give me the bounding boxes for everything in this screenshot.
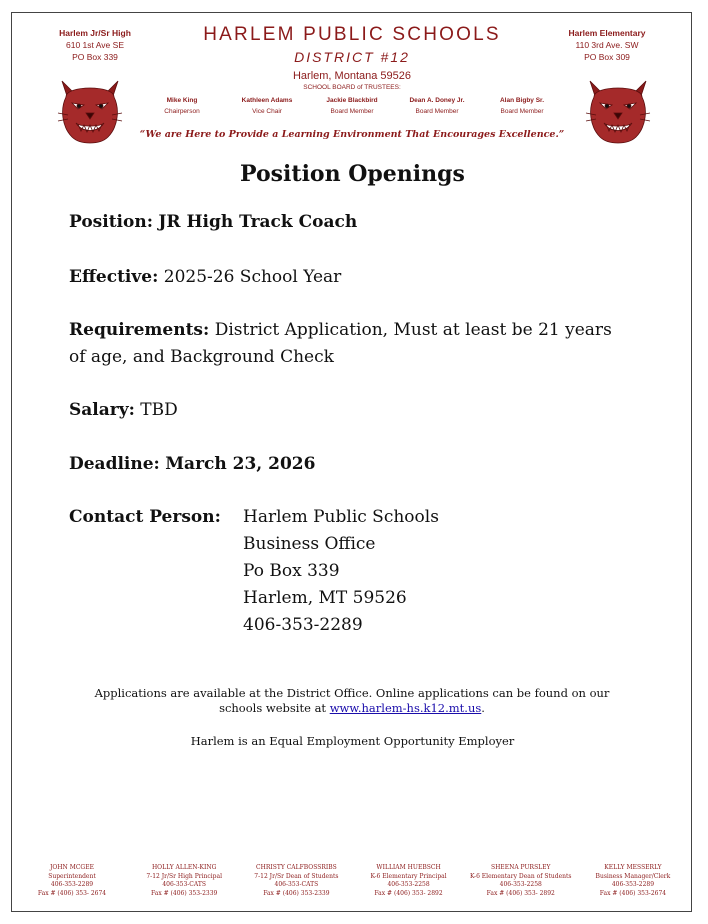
trustee-role: Vice Chair	[252, 108, 282, 115]
deadline-field	[69, 451, 659, 478]
trustee	[480, 97, 564, 115]
staff-title: 7-12 Jr/Sr Dean of Students	[254, 872, 339, 880]
staff-name: CHRISTY CALFBOSSRIBS	[256, 864, 337, 871]
staff-entry	[467, 864, 575, 898]
staff-phone: 406-353-CATS	[274, 881, 319, 888]
staff-name: HOLLY ALLEN-KING	[151, 864, 217, 871]
staff-fax: Fax # (406) 353-2674	[599, 889, 667, 897]
staff-footer	[18, 864, 687, 898]
district-city: Harlem, Montana 59526	[292, 70, 411, 82]
left-school-street: 610 1st Ave SE	[66, 40, 124, 50]
board-label: SCHOOL BOARD of TRUSTEES:	[303, 84, 401, 91]
trustee-name: Alan Bigby Sr.	[499, 97, 545, 104]
left-school-po-box: PO Box 339	[72, 52, 118, 62]
applications-note-prefix: schools website at	[219, 701, 327, 715]
deadline-value: March 23, 2026	[165, 454, 316, 474]
trustee-name: Kathleen Adams	[241, 97, 293, 104]
staff-phone: 406-353-2289	[50, 881, 94, 888]
staff-title: 7-12 Jr/Sr High Principal	[146, 872, 222, 880]
requirements-value-line1: District Application, Must at least be 21 years	[214, 320, 612, 340]
right-school-address	[532, 27, 682, 63]
staff-entry	[242, 864, 350, 898]
left-school-name: Harlem Jr/Sr High	[59, 28, 131, 38]
staff-fax: Fax # (406) 353- 2674	[37, 889, 107, 897]
trustee	[225, 97, 309, 115]
page-title: Position Openings	[240, 161, 465, 187]
wildcat-mascot-icon	[584, 75, 652, 147]
applications-note	[52, 686, 652, 716]
position-field	[69, 209, 659, 236]
staff-title: Business Manager/Clerk	[595, 872, 671, 880]
applications-note-line1: Applications are available at the District Office. Online applications can be found on our	[94, 686, 610, 700]
staff-fax: Fax # (406) 353-2339	[151, 889, 218, 897]
district-number: DISTRICT #12	[294, 49, 410, 65]
position-value: JR High Track Coach	[158, 212, 358, 232]
trustee-name: Dean A. Doney Jr.	[409, 97, 465, 104]
requirements-value-line2: of age, and Background Check	[69, 347, 334, 367]
requirements-field	[69, 317, 659, 371]
effective-value: 2025-26 School Year	[163, 267, 342, 287]
trustee-role: Board Member	[500, 108, 544, 115]
salary-label: Salary:	[69, 400, 135, 420]
staff-entry	[130, 864, 238, 898]
left-school-address	[20, 27, 170, 63]
staff-title: K-6 Elementary Dean of Students	[470, 872, 572, 880]
contact-phone: 406-353-2289	[243, 615, 363, 635]
effective-label: Effective:	[69, 267, 159, 287]
wildcat-mascot-icon	[56, 75, 124, 147]
staff-title: K-6 Elementary Principal	[370, 872, 447, 880]
staff-entry	[579, 864, 687, 898]
trustee-role: Chairperson	[164, 108, 200, 115]
district-motto: “We are Here to Provide a Learning Environment That Encourages Excellence.”	[139, 129, 565, 140]
salary-field	[69, 397, 659, 424]
staff-phone: 406-353-2289	[611, 881, 655, 888]
staff-name: KELLY MESSERLY	[604, 864, 662, 871]
staff-name: WILLIAM HUEBSCH	[376, 864, 441, 871]
staff-entry	[355, 864, 463, 898]
district-name: HARLEM PUBLIC SCHOOLS	[203, 24, 501, 45]
right-school-po-box: PO Box 309	[584, 52, 630, 62]
trustee	[140, 97, 224, 115]
staff-name: SHEENA PURSLEY	[490, 864, 551, 871]
contact-label: Contact Person:	[69, 507, 221, 527]
trustee	[395, 97, 479, 115]
staff-name: JOHN MCGEE	[49, 864, 94, 871]
staff-phone: 406-353-2258	[499, 881, 542, 888]
trustee-role: Board Member	[415, 108, 459, 115]
contact-line: Harlem Public Schools	[243, 507, 439, 527]
position-label: Position:	[69, 212, 153, 232]
contact-address	[243, 504, 439, 639]
right-school-name: Harlem Elementary	[568, 28, 646, 38]
staff-fax: Fax # (406) 353- 2892	[374, 889, 443, 897]
staff-phone: 406-353-2258	[387, 881, 430, 888]
contact-line: Harlem, MT 59526	[243, 588, 407, 608]
contact-line: Business Office	[243, 534, 376, 554]
trustee-name: Jackie Blackbird	[326, 97, 378, 104]
deadline-label: Deadline:	[69, 454, 160, 474]
effective-field	[69, 264, 659, 291]
eeo-statement: Harlem is an Equal Employment Opportunity Employer	[190, 734, 515, 748]
right-school-street: 110 3rd Ave. SW	[575, 40, 639, 50]
staff-phone: 406-353-CATS	[162, 881, 207, 888]
salary-value: TBD	[140, 400, 178, 420]
requirements-label: Requirements:	[69, 320, 210, 340]
trustee	[310, 97, 394, 115]
trustee-name: Mike King	[166, 97, 198, 104]
staff-fax: Fax # (406) 353- 2892	[486, 889, 555, 897]
staff-entry	[18, 864, 126, 898]
staff-title: Superintendent	[48, 872, 96, 880]
applications-note-suffix: .	[481, 701, 485, 715]
contact-line: Po Box 339	[243, 561, 340, 581]
district-website-link[interactable]: www.harlem-hs.k12.mt.us	[329, 701, 482, 715]
trustee-list	[140, 97, 564, 115]
document-page	[11, 12, 692, 912]
staff-fax: Fax # (406) 353-2339	[263, 889, 330, 897]
trustee-role: Board Member	[330, 108, 374, 115]
